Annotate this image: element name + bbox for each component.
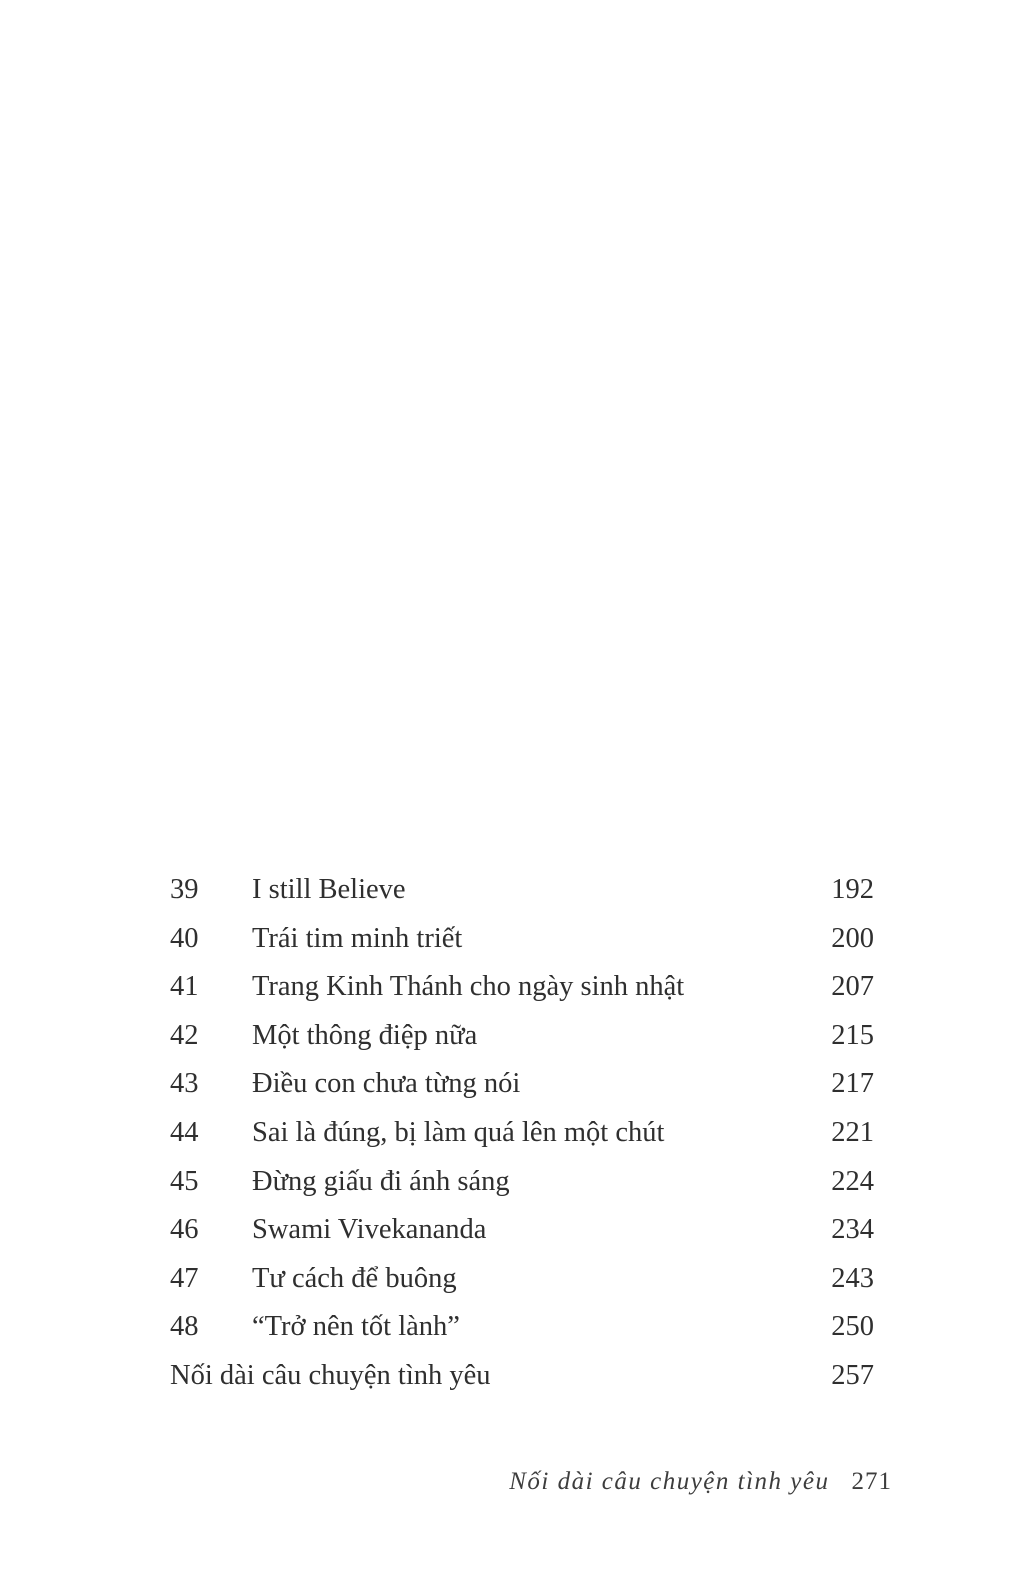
toc-row [170,1012,874,1061]
chapter-page-number: 215 [831,1019,874,1051]
chapter-page-number: 221 [831,1116,874,1148]
toc-row [170,1352,874,1401]
chapter-number: 42 [170,1019,199,1051]
chapter-page-number: 234 [831,1214,874,1246]
chapter-title: Nối dài câu chuyện tình yêu [170,1359,491,1391]
chapter-title: Đừng giấu đi ánh sáng [252,1165,510,1197]
toc-row [170,1060,874,1109]
chapter-number: 43 [170,1068,199,1100]
chapter-number: 41 [170,971,199,1003]
chapter-number: 45 [170,1165,199,1197]
chapter-title: Trang Kinh Thánh cho ngày sinh nhật [252,971,685,1003]
toc-row [170,866,874,915]
chapter-number: 46 [170,1214,199,1246]
toc-row [170,915,874,964]
chapter-number: 39 [170,874,199,905]
folio-page-number: 271 [851,1468,892,1495]
chapter-page-number: 257 [831,1359,874,1391]
page-footer [509,1464,892,1500]
chapter-page-number: 192 [831,874,874,905]
chapter-page-number: 207 [831,971,874,1003]
chapter-page-number: 224 [831,1165,874,1197]
toc-row [170,1109,874,1158]
chapter-page-number: 243 [831,1262,874,1294]
chapter-title: “Trở nên tốt lành” [252,1311,460,1343]
chapter-title: Sai là đúng, bị làm quá lên một chút [252,1116,665,1148]
running-title: Nối dài câu chuyện tình yêu [509,1468,830,1495]
chapter-page-number: 200 [831,922,874,954]
chapter-number: 47 [170,1262,199,1294]
toc-row [170,1255,874,1304]
chapter-title: Trái tim minh triết [252,922,463,954]
chapter-title: Điều con chưa từng nói [252,1068,521,1100]
toc-row [170,1303,874,1352]
chapter-title: Một thông điệp nữa [252,1019,478,1051]
table-of-contents [170,866,874,1401]
chapter-title: Tư cách để buông [252,1262,457,1294]
chapter-number: 48 [170,1311,199,1343]
toc-row [170,1158,874,1207]
toc-row [170,1206,874,1255]
chapter-title: I still Believe [252,874,406,905]
chapter-page-number: 250 [831,1311,874,1343]
toc-row [170,963,874,1012]
chapter-number: 44 [170,1116,199,1148]
chapter-title: Swami Vivekananda [252,1214,487,1246]
chapter-page-number: 217 [831,1068,874,1100]
chapter-number: 40 [170,922,199,954]
